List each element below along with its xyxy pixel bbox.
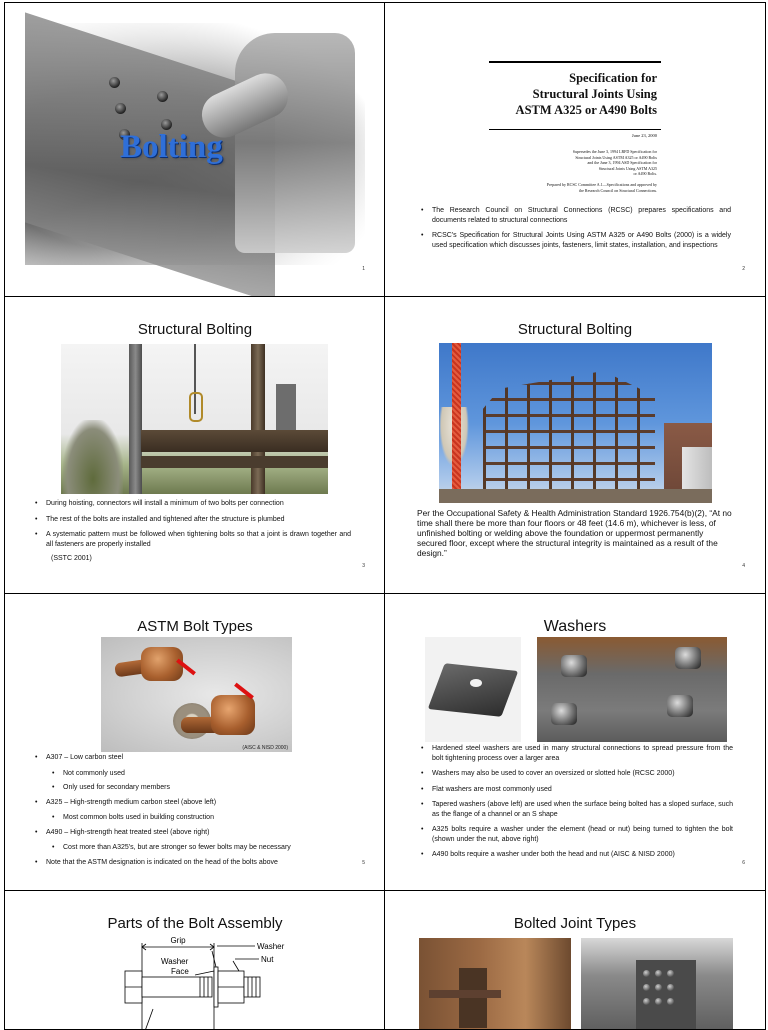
bullet-item: • RCSC's Specification for Structural Joints Using ASTM A325 or A490 Bolts (2000) is a widely used specification which discusses joints, fasteners, limit states, installation, and inspections — [419, 231, 731, 250]
bolt-head — [667, 998, 674, 1005]
source-citation: (SSTC 2001) — [51, 555, 92, 562]
crane-hook — [189, 392, 203, 422]
bullet-item: • Hardened steel washers are used in many structural connections to spread pressure from the bolt tightening process over a larger area — [419, 744, 733, 763]
bullet-item: • A325 – High-strength medium carbon steel (above left) — [33, 798, 353, 808]
bullet-item: • A307 – Low carbon steel — [33, 753, 353, 763]
bullet-item: • A490 bolts require a washer under both the head and nut (AISC & NISD 2000) — [419, 850, 733, 860]
sub-bullet-item: • Cost more than A325's, but are stronger so fewer bolts may be necessary — [33, 843, 353, 853]
bullet-list — [33, 499, 351, 555]
washer — [214, 967, 218, 1007]
spec-title-line: ASTM A325 or A490 Bolts — [515, 103, 657, 117]
steel-beam — [141, 430, 328, 452]
steel-column — [251, 344, 265, 494]
bullet-item: • Washers may also be used to cover an oversized or slotted hole (RCSC 2000) — [419, 769, 733, 779]
slide-5 — [4, 593, 386, 891]
steel-frame — [483, 371, 655, 497]
bullet-item: • A systematic pattern must be followed when tightening bolts so that a joint is drawn together and all fasteners are properly installed — [33, 530, 351, 549]
bullet-item: • Flat washers are most commonly used — [419, 785, 733, 795]
slide-title: Bolted Joint Types — [513, 915, 637, 932]
slide-title: Parts of the Bolt Assembly — [107, 915, 283, 932]
hoisting-photo — [61, 344, 328, 494]
ground — [439, 489, 712, 503]
slide-6 — [384, 593, 766, 891]
bolt-head — [655, 984, 662, 991]
page-number: 6 — [742, 860, 745, 866]
washer-label: Washer — [257, 942, 285, 951]
spec-cover-image — [489, 61, 661, 201]
slide-4 — [384, 296, 766, 594]
bolt-head — [115, 103, 126, 114]
slide-1 — [4, 2, 386, 297]
nuts-on-plate-photo — [537, 637, 727, 742]
bullet-item: • The Research Council on Structural Connections (RCSC) prepares specifications and documents related to structural connections — [419, 206, 731, 225]
bolt-head — [667, 984, 674, 991]
washer-hole — [470, 679, 482, 687]
page-number: 1 — [362, 266, 365, 272]
spec-date: June 23, 2000 — [631, 133, 657, 138]
slide-8 — [384, 890, 766, 1030]
slide-title: ASTM Bolt Types — [137, 618, 253, 635]
bolted-joint-photo — [419, 938, 571, 1030]
rule-line — [489, 61, 661, 63]
bullet-item: • Tapered washers (above left) are used when the surface being bolted has a sloped surface, such as the flange of a channel or an S shape — [419, 800, 733, 819]
page-number: 4 — [742, 563, 745, 569]
bolt-head — [667, 970, 674, 977]
bullet-item: • Note that the ASTM designation is indicated on the head of the bolts above — [33, 858, 353, 868]
spec-supersedes: Supersedes the June 3, 1994 LRFD Specification for Structural Joints Using ASTM A325 or A490 Bolts and the June 3, 1994 ASD Specification for Structural Joints Using ASTM A325 or A490 Bolts. — [572, 149, 657, 176]
spec-title — [516, 70, 657, 118]
slide-title: Structural Bolting — [137, 321, 253, 338]
spec-title-line: Specification for — [569, 71, 657, 85]
bolt-types-photo — [101, 637, 292, 752]
bullet-item: • A490 – High-strength heat treated steel (above right) — [33, 828, 353, 838]
washer-face-label: Face — [171, 967, 189, 976]
nut-leader — [233, 961, 239, 971]
bolt-shank — [142, 977, 212, 997]
slide-title: Washers — [543, 618, 607, 635]
bolt-head — [643, 998, 650, 1005]
a325-bolt-head — [141, 647, 183, 681]
bolt-head — [643, 984, 650, 991]
spec-prepared-by: Prepared by RCSC Committee A.1—Specifications and approved by the Research Council on Structural Connections. — [546, 182, 657, 193]
tapered-washer-photo — [425, 637, 521, 742]
steel-column — [129, 344, 142, 494]
tapered-washer — [428, 663, 519, 717]
slide-3 — [4, 296, 386, 594]
leader-line — [145, 1009, 153, 1030]
ironworker — [235, 33, 355, 253]
page-number: 2 — [742, 266, 745, 272]
bolt-head — [109, 77, 120, 88]
grip-label: Grip — [170, 936, 186, 945]
steel-frame-building-photo — [439, 343, 712, 503]
rule-line — [489, 129, 661, 130]
nut — [561, 655, 587, 677]
nut — [551, 703, 577, 725]
bullet-list — [33, 753, 353, 873]
bullet-item: • The rest of the bolts are installed and tightened after the structure is plumbed — [33, 515, 351, 525]
washer-face-leader — [195, 971, 214, 975]
nut — [675, 647, 701, 669]
nut — [667, 695, 693, 717]
bolt-head — [655, 998, 662, 1005]
bullet-item: • A325 bolts require a washer under the element (head or nut) being turned to tighten the bolt (shown under the nut, above right) — [419, 825, 733, 844]
bolting-cover-photo — [25, 23, 365, 265]
a490-bolt-head — [211, 695, 255, 735]
bolt-head — [643, 970, 650, 977]
page-number: 3 — [362, 563, 365, 569]
bolt-head — [655, 970, 662, 977]
steel-beam — [141, 456, 328, 468]
slide-7 — [4, 890, 386, 1030]
page-number: 5 — [362, 860, 365, 866]
bolted-gusset-photo — [581, 938, 733, 1030]
image-caption: (AISC & NISD 2000) — [242, 745, 288, 751]
sub-bullet-item: • Most common bolts used in building construction — [33, 813, 353, 823]
sub-bullet-item: • Only used for secondary members — [33, 783, 353, 793]
slide-2 — [384, 2, 766, 297]
connection-plate — [459, 968, 487, 1028]
osha-quote: Per the Occupational Safety & Health Administration Standard 1926.754(b)(2), “At no time shall there be more than four floors or 48 feet (14.6 m), whichever is less, of unfinished bolting or welding above the foundation or uppermost permanently secured floor, except where the structural integrity is maintained as a result of the design.” — [417, 508, 732, 558]
bullet-item: • During hoisting, connectors will install a minimum of two bolts per connection — [33, 499, 351, 509]
crane-tower — [452, 343, 461, 503]
bolt-head — [157, 91, 168, 102]
nut-label: Nut — [261, 955, 274, 964]
tree — [63, 420, 123, 494]
spec-title-line: Structural Joints Using — [532, 87, 657, 101]
bolt-assembly-diagram — [5, 891, 386, 1030]
slide-title: Structural Bolting — [517, 321, 633, 338]
bullet-list — [419, 206, 731, 256]
bullet-list — [419, 744, 733, 866]
washer-face-label: Washer — [161, 957, 189, 966]
sub-bullet-item: • Not commonly used — [33, 769, 353, 779]
bolting-title-art: Bolting — [120, 129, 223, 165]
brace-rod — [429, 990, 501, 998]
